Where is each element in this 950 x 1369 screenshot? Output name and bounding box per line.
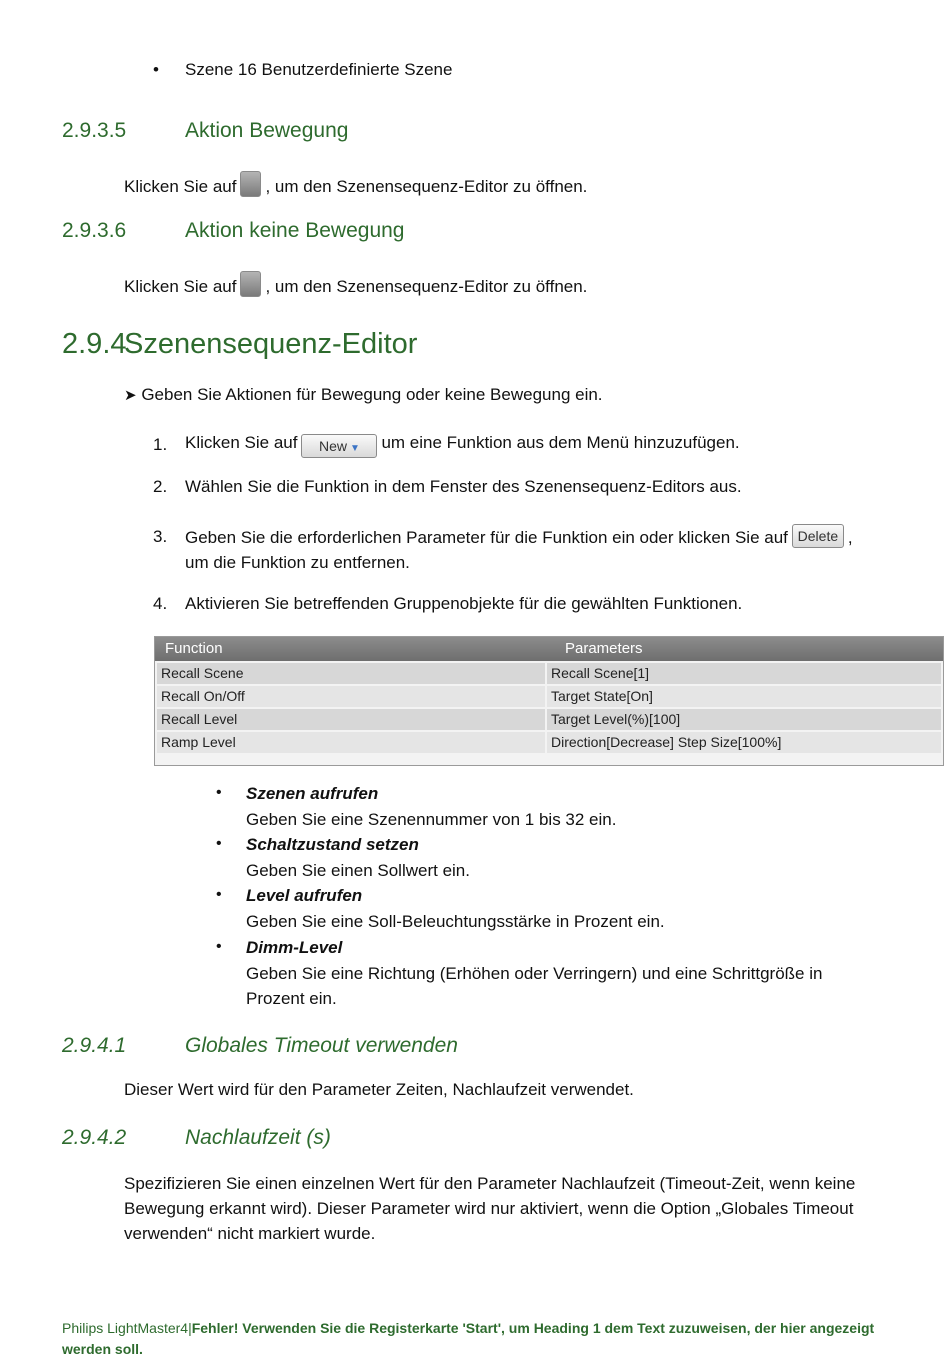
heading-2936-number: 2.9.3.6 [62, 219, 127, 242]
step-3-number: 3. [153, 527, 168, 546]
footer-product: Philips LightMaster4 [62, 1320, 189, 1336]
paragraph-2936-before: Klicken Sie auf [124, 277, 237, 296]
step-3-text [185, 524, 905, 575]
heading-2935-number: 2.9.3.5 [62, 119, 127, 142]
bullet-text: Geben Sie eine Szenennummer von 1 bis 32 ein. [246, 810, 617, 829]
paragraph-2942: Spezifizieren Sie einen einzelnen Wert für den Parameter Nachlaufzeit (Timeout-Zeit, wenn keine Bewegung erkannt wird). Dieser Parameter wird nur aktiviert, wenn die Option „Globales Timeout verwenden“ nicht markiert wurde. [124, 1174, 856, 1243]
paragraph-2935 [124, 171, 587, 199]
heading-2942-number: 2.9.4.2 [62, 1126, 127, 1149]
paragraph-2935-before: Klicken Sie auf [124, 177, 237, 196]
paragraph-2935-after: , um den Szenensequenz-Editor zu öffnen. [265, 177, 588, 196]
paragraph-2936 [124, 271, 587, 299]
heading-2936-title: Aktion keine Bewegung [185, 219, 405, 242]
table-header [155, 637, 943, 661]
footer-error-text: Fehler! Verwenden Sie die Registerkarte 'Start', um Heading 1 dem Text zuzuweisen, der hier angezeigt werden soll. [62, 1320, 875, 1357]
step-4-text: Aktivieren Sie betreffenden Gruppenobjekte für die gewählten Funktionen. [185, 594, 743, 613]
step-3-line2: um die Funktion zu entfernen. [185, 553, 410, 572]
table-row [157, 732, 941, 753]
heading-2935-title: Aktion Bewegung [185, 119, 349, 142]
bullet-dot: • [216, 835, 222, 852]
intro-text: Geben Sie Aktionen für Bewegung oder keine Bewegung ein. [141, 385, 603, 404]
top-bullet-text: Szene 16 Benutzerdefinierte Szene [185, 60, 453, 79]
bullet-title: Schaltzustand setzen [246, 835, 419, 854]
bullet-dot: • [216, 784, 222, 801]
heading-2941-number: 2.9.4.1 [62, 1034, 127, 1057]
column-header-function: Function [165, 640, 223, 657]
page-footer [62, 1318, 902, 1360]
intro-line [124, 385, 603, 405]
bullet-title: Level aufrufen [246, 886, 363, 905]
footer-separator: | [188, 1320, 192, 1336]
bullet-text: Geben Sie eine Richtung (Erhöhen oder Verringern) und eine Schrittgröße in Prozent ein. [246, 964, 823, 1008]
table-cell-function: Recall On/Off [157, 686, 547, 707]
table-row [157, 686, 941, 707]
table-cell-parameters: Target State[On] [547, 686, 941, 707]
bullet-dot: • [216, 886, 222, 903]
heading-294-title: Szenensequenz-Editor [124, 328, 418, 360]
heading-2942-title: Nachlaufzeit (s) [185, 1126, 331, 1149]
table-cell-function: Recall Level [157, 709, 547, 730]
step-4-number: 4. [153, 594, 168, 613]
table-cell-parameters: Recall Scene[1] [547, 663, 941, 684]
dropdown-arrow-icon: ▼ [350, 443, 360, 454]
new-button [301, 434, 377, 458]
table-cell-parameters: Target Level(%)[100] [547, 709, 941, 730]
step-3-before: Geben Sie die erforderlichen Parameter für die Funktion ein oder klicken Sie auf [185, 528, 788, 547]
bullet-dot: • [216, 938, 222, 955]
bullet-text: Geben Sie einen Sollwert ein. [246, 861, 470, 880]
function-table [154, 636, 944, 766]
delete-button: Delete [792, 524, 844, 548]
bullet-title: Dimm-Level [246, 938, 343, 957]
table-row [157, 709, 941, 730]
new-button-label: New [318, 438, 347, 454]
step-1-text [185, 433, 905, 458]
table-row [157, 663, 941, 684]
bullet-dot: • [153, 60, 159, 79]
step-3-after: , [847, 528, 853, 547]
paragraph-2936-after: , um den Szenensequenz-Editor zu öffnen. [265, 277, 588, 296]
scene-editor-icon [240, 271, 261, 297]
step-2-number: 2. [153, 477, 168, 496]
step-1-number: 1. [153, 435, 168, 454]
column-header-parameters: Parameters [565, 640, 643, 657]
table-cell-parameters: Direction[Decrease] Step Size[100%] [547, 732, 941, 753]
table-cell-function: Recall Scene [157, 663, 547, 684]
bullet-text: Geben Sie eine Soll-Beleuchtungsstärke in Prozent ein. [246, 912, 665, 931]
table-cell-function: Ramp Level [157, 732, 547, 753]
heading-294-number: 2.9.4 [62, 328, 127, 360]
bullet-title: Szenen aufrufen [246, 784, 379, 803]
heading-2941-title: Globales Timeout verwenden [185, 1034, 458, 1057]
step-1-after: um eine Funktion aus dem Menü hinzuzufügen. [381, 433, 740, 452]
step-1-before: Klicken Sie auf [185, 433, 298, 452]
arrow-right-icon: ➤ [124, 387, 137, 404]
paragraph-2941: Dieser Wert wird für den Parameter Zeiten, Nachlaufzeit verwendet. [124, 1080, 634, 1099]
step-2-text: Wählen Sie die Funktion in dem Fenster des Szenensequenz-Editors aus. [185, 477, 742, 496]
scene-editor-icon [240, 171, 261, 197]
